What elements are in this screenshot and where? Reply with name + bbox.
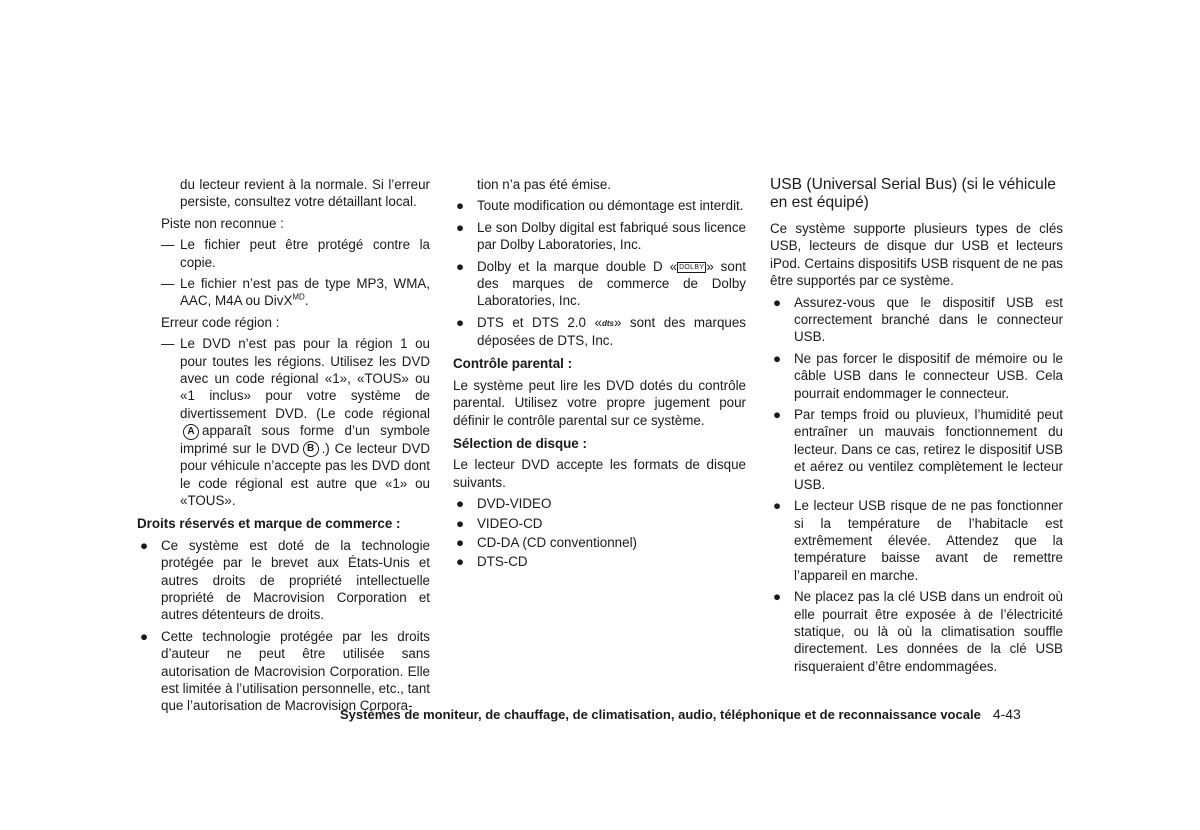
list-item xyxy=(770,497,1063,584)
dash-item-region xyxy=(161,335,430,509)
column-middle xyxy=(453,176,746,573)
bullet-icon: ● xyxy=(773,350,782,366)
list-item-text: Le son Dolby digital est fabriqué sous licence par Dolby Laboratories, Inc. xyxy=(477,219,746,253)
list-item-text: Dolby et la marque double D « xyxy=(477,258,678,274)
list-item xyxy=(453,534,746,551)
section-heading: Sélection de disque : xyxy=(453,436,587,452)
list-item xyxy=(453,553,746,570)
list-item xyxy=(453,258,746,310)
page-number: 4-43 xyxy=(992,706,1021,722)
list-item-text: Assurez-vous que le dispositif USB est correctement branché dans le connecteur USB. xyxy=(794,294,1063,345)
bullet-icon: ● xyxy=(140,628,149,644)
bullet-icon: ● xyxy=(773,407,782,423)
bullet-icon: ● xyxy=(773,294,782,310)
list-item-text: Cette technologie protégée par les droits d’auteur ne peut être utilisée sans autorisation de Macrovision Corporation. Elle est limitée à l’utilisation personnelle, etc., tant que l’autorisation de Macrovision Corpora- xyxy=(161,628,430,714)
bullet-icon: ● xyxy=(456,554,465,570)
bullet-icon: ● xyxy=(140,537,149,553)
region-text-b: apparaît sous forme d’un symbole imprimé sur le DVD xyxy=(180,423,430,456)
bullet-icon: ● xyxy=(456,535,465,551)
bullet-icon: ● xyxy=(456,198,465,214)
section-title: USB (Universal Serial Bus) (si le véhicule en est équipé) xyxy=(770,176,1056,211)
bullet-icon: ● xyxy=(456,219,465,235)
bullet-icon: ● xyxy=(456,515,465,531)
list-item xyxy=(453,314,746,350)
paragraph: Ce système supporte plusieurs types de clés USB, lecteurs de disque dur USB et lecteurs iPod. Certains dispositifs USB risquent de ne pas être supportés par ce système. xyxy=(770,221,1063,289)
list-item xyxy=(137,628,430,715)
list-item xyxy=(453,495,746,512)
list-item xyxy=(137,537,430,624)
column-right xyxy=(770,176,1063,679)
list-item xyxy=(453,197,746,214)
trademark-sup: MD xyxy=(292,292,305,302)
list-item xyxy=(770,406,1063,493)
list-item xyxy=(770,294,1063,346)
circle-b-icon: B xyxy=(303,441,319,457)
list-item xyxy=(770,588,1063,675)
list-item-text: Le lecteur USB risque de ne pas fonctionner si la température de l’habitacle est extrêmement élevée. Attendez que la température baisse avant de remettre l’appareil en marche. xyxy=(794,498,1063,583)
list-item-text: Ce système est doté de la technologie protégée par le brevet aux États-Unis et autres droits de propriété intellectuelle propriété de Macrovision Corporation et autres détenteurs de droits. xyxy=(161,537,430,623)
list-item-text: Ne placez pas la clé USB dans un endroit où elle pourrait être exposée à de l’électricité statique, ou là où la climatisation souffle directement. Les données de la clé USB risqueraient d’être endommagées. xyxy=(794,589,1063,674)
list-item-text: Par temps froid ou pluvieux, l’humidité peut entraîner un mauvais fonctionnement du lecteur. Dans ce cas, retirez le dispositif USB et aérez ou ventilez complètement le lecteur USB. xyxy=(794,407,1063,492)
list-item xyxy=(453,515,746,532)
column-left xyxy=(137,176,430,719)
circle-a-icon: A xyxy=(183,424,199,440)
paragraph: Le lecteur DVD accepte les formats de disque suivants. xyxy=(453,457,746,490)
section-heading: Contrôle parental : xyxy=(453,356,573,372)
footer-title: Systèmes de moniteur, de chauffage, de climatisation, audio, téléphonique et de reconnaissance vocale xyxy=(340,707,981,722)
list-item-text: VIDEO-CD xyxy=(477,515,543,531)
list-item-text: DVD-VIDEO xyxy=(477,496,552,512)
label-erreur: Erreur code région : xyxy=(161,314,280,330)
list-item-text: DTS-CD xyxy=(477,554,528,570)
list-item-text: DTS et DTS 2.0 « xyxy=(477,314,602,330)
bullet-icon: ● xyxy=(773,498,782,514)
page-footer xyxy=(340,706,1064,722)
dolby-logo-icon: DOLBY xyxy=(679,263,705,271)
dash-text: Le fichier n’est pas de type MP3, WMA, AAC, M4A ou DivX xyxy=(180,276,430,309)
dts-logo-icon: dts xyxy=(601,318,614,328)
bullet-icon: ● xyxy=(456,258,465,274)
label-piste: Piste non reconnue : xyxy=(161,215,284,231)
list-item-text: CD-DA (CD conventionnel) xyxy=(477,535,638,551)
section-heading: Droits réservés et marque de commerce : xyxy=(137,516,401,532)
list-item-text: » sont des marques déposées de DTS, Inc. xyxy=(477,314,746,348)
bullet-icon: ● xyxy=(773,589,782,605)
paragraph-continued: tion n’a pas été émise. xyxy=(477,177,611,192)
list-item-text: Ne pas forcer le dispositif de mémoire ou le câble USB dans le connecteur USB. Cela pourrait endommager le connecteur. xyxy=(794,350,1063,401)
dash-item: — Le fichier peut être protégé contre la copie. xyxy=(161,236,430,271)
paragraph: du lecteur revient à la normale. Si l’erreur persiste, consultez votre détaillant local. xyxy=(180,177,430,210)
paragraph: Le système peut lire les DVD dotés du contrôle parental. Utilisez votre propre jugement pour définir le contrôle parental sur ce système. xyxy=(453,377,746,428)
dash-text-end: . xyxy=(304,293,309,309)
bullet-icon: ● xyxy=(456,496,465,512)
region-text-c: .) Ce lecteur DVD pour véhicule n’accepte pas les DVD dont le code régional est autre que «1» ou «TOUS». xyxy=(180,440,430,508)
list-item-text: Toute modification ou démontage est interdit. xyxy=(477,198,744,214)
region-text-a: Le DVD n’est pas pour la région 1 ou pour toutes les régions. Utilisez les DVD avec un code régional «1», «TOUS» ou «1 inclus» pour votre système de divertissement DVD. (Le code régional xyxy=(180,336,430,421)
list-item xyxy=(453,219,746,254)
list-item xyxy=(770,350,1063,402)
dash-item xyxy=(161,275,430,310)
list-item-text: » sont des marques de commerce de Dolby Laboratories, Inc. xyxy=(477,258,746,309)
bullet-icon: ● xyxy=(456,314,465,330)
